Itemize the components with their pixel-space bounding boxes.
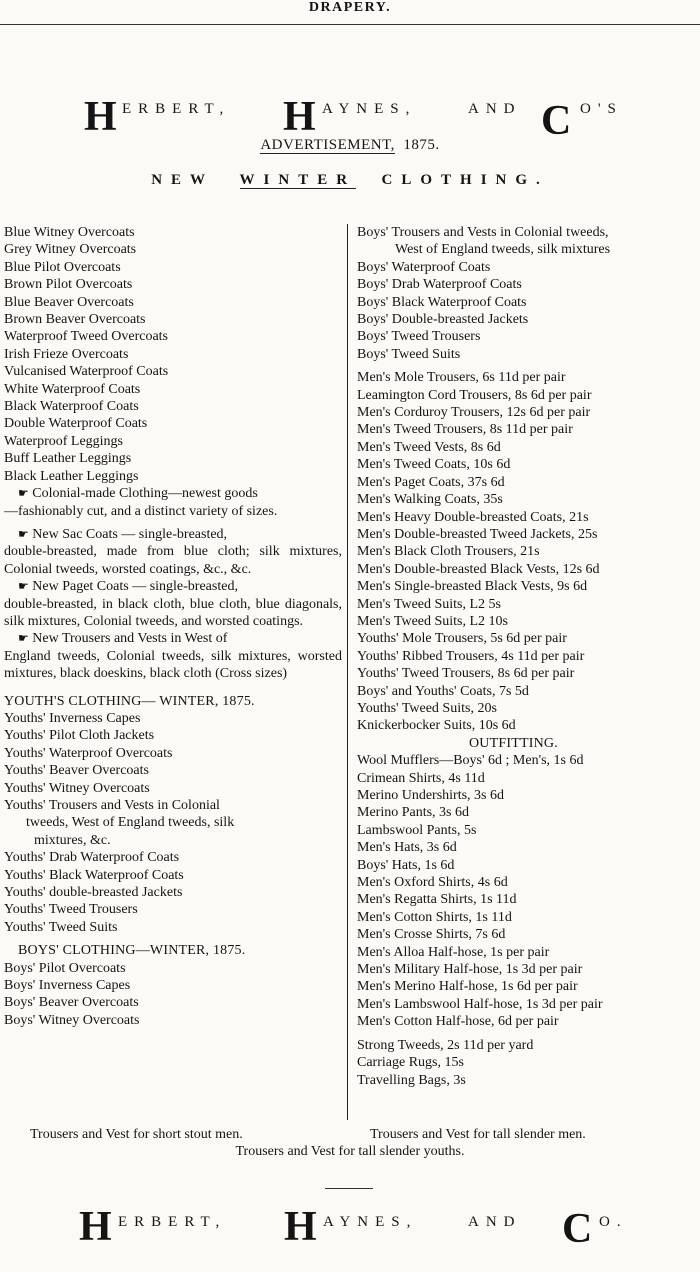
list-item: Boys' Pilot Overcoats (4, 960, 126, 976)
firm-initial-h: H (79, 1204, 112, 1250)
firm-word-haynes: AYNES, (322, 101, 417, 117)
advertisement-line (0, 137, 700, 154)
list-item: Knickerbocker Suits, 10s 6d (357, 718, 516, 734)
list-item: Crimean Shirts, 4s 11d (357, 770, 485, 786)
pointing-hand-icon: ☛ (18, 486, 29, 501)
section-title: DRAPERY. (308, 0, 392, 15)
boys-list (4, 960, 342, 1030)
column-divider (347, 224, 348, 1120)
list-item: Men's Military Half-hose, 1s 3d per pair (357, 962, 583, 978)
list-item: Blue Beaver Overcoats (4, 294, 134, 310)
list-item: Merino Undershirts, 3s 6d (357, 788, 504, 803)
list-item: Men's Double-breasted Black Vests, 12s 6d (357, 561, 600, 577)
list-item: Youths' Black Waterproof Coats (4, 867, 184, 883)
list-item: Waterproof Tweed Overcoats (4, 329, 169, 345)
list-item: Boys' Tweed Trousers (357, 329, 481, 345)
list-item: Men's Paget Coats, 37s 6d (357, 474, 505, 490)
notice-colonial-made (4, 485, 342, 520)
list-item: Youths' Trousers and Vests in Colonial (4, 798, 220, 813)
list-item-continued: tweeds, West of England tweeds, silk (26, 815, 235, 831)
list-item: Youths' Tweed Suits, 20s (357, 700, 497, 716)
list-item: Boys' Waterproof Coats (357, 259, 491, 275)
firm-initial-h2: H (284, 1204, 317, 1250)
list-item-continued: mixtures, &c. (34, 832, 111, 848)
firm-initial-c: C (562, 1206, 593, 1252)
list-item: Boys' Hats, 1s 6d (357, 857, 455, 873)
list-item: Youths' Ribbed Trousers, 4s 11d per pair (357, 648, 585, 664)
firm-word-herbert: ERBERT, (118, 1214, 227, 1230)
list-item: Youths' Waterproof Overcoats (4, 745, 173, 761)
notice-first-line: New Trousers and Vests in West of (32, 631, 228, 647)
overcoats-list (4, 224, 342, 485)
firm-word-cos: O'S (580, 101, 623, 117)
firm-word-co: O. (599, 1214, 628, 1230)
notice-body: double-breasted, made from blue cloth; silk mixtures, Colonial tweeds, worsted coatings, &c., &c. (4, 544, 342, 577)
list-item: Strong Tweeds, 2s 11d per yard (357, 1037, 534, 1053)
list-item: Travelling Bags, 3s (357, 1072, 466, 1088)
list-item: Boys' and Youths' Coats, 7s 5d (357, 683, 529, 699)
list-item: Men's Heavy Double-breasted Coats, 21s (357, 509, 589, 525)
subtitle-new: NEW (151, 172, 215, 188)
list-item: White Waterproof Coats (4, 381, 141, 397)
list-item: Grey Witney Overcoats (4, 242, 137, 258)
list-item: Black Waterproof Coats (4, 399, 139, 415)
notice-body: double-breasted, in black cloth, blue cloth, blue diagonals, silk mixtures, Colonial tweeds, and worsted coatings. (4, 596, 342, 629)
list-item: Double Waterproof Coats (4, 416, 148, 432)
list-item: Youths' Tweed Trousers (4, 902, 138, 918)
list-item: Blue Pilot Overcoats (4, 259, 121, 275)
list-item: Buff Leather Leggings (4, 451, 132, 467)
list-item: Youths' double-breasted Jackets (4, 885, 183, 901)
list-item: Youths' Beaver Overcoats (4, 763, 149, 779)
firm-name-bottom (0, 1206, 700, 1254)
list-item: Carriage Rugs, 15s (357, 1055, 464, 1071)
short-rule (325, 1188, 373, 1189)
list-item: Men's Black Cloth Trousers, 21s (357, 544, 540, 560)
list-item: Lambswool Pants, 5s (357, 822, 477, 838)
list-item: Men's Corduroy Trousers, 12s 6d per pair (357, 405, 591, 421)
list-item: Youths' Mole Trousers, 5s 6d per pair (357, 631, 567, 647)
list-item: Men's Tweed Vests, 8s 6d (357, 439, 501, 455)
list-item: Men's Walking Coats, 35s (357, 492, 503, 508)
notice-paget-coats (4, 578, 342, 630)
footer-note-tall-slender-youths: Trousers and Vest for tall slender youths. (235, 1144, 465, 1159)
boys-heading: BOYS' CLOTHING—WINTER, 1875. (18, 943, 246, 959)
notice-first-line: Colonial-made Clothing—newest goods (32, 486, 258, 502)
firm-word-and: AND (468, 1214, 522, 1230)
notice-sac-coats (4, 526, 342, 578)
footer-line-1 (30, 1126, 586, 1143)
list-item: Waterproof Leggings (4, 433, 123, 449)
list-item: Brown Pilot Overcoats (4, 277, 133, 293)
list-item: Boys' Beaver Overcoats (4, 995, 139, 1011)
list-item: Men's Alloa Half-hose, 1s per pair (357, 944, 550, 960)
list-item: Men's Hats, 3s 6d (357, 840, 457, 856)
list-item-continued: West of England tweeds, silk mixtures (395, 242, 611, 258)
list-item: Men's Tweed Suits, L2 5s (357, 596, 502, 612)
right-column (357, 224, 698, 1089)
list-item: Men's Tweed Coats, 10s 6d (357, 457, 511, 473)
list-item: Boys' Tweed Suits (357, 346, 461, 362)
list-item: Youths' Tweed Trousers, 8s 6d per pair (357, 666, 575, 682)
list-item: Boys' Double-breasted Jackets (357, 312, 529, 328)
outfitting-list (357, 752, 698, 1031)
mens-list (357, 369, 698, 735)
subtitle (0, 172, 700, 189)
left-column (4, 224, 342, 1029)
boys-list-right (357, 259, 698, 363)
list-item: Youths' Pilot Cloth Jackets (4, 728, 155, 744)
firm-initial-h: H (84, 94, 117, 140)
list-item: Boys' Drab Waterproof Coats (357, 277, 522, 293)
list-item: Irish Frieze Overcoats (4, 346, 129, 362)
list-item: Boys' Inverness Capes (4, 978, 131, 994)
subtitle-winter: WINTER (239, 172, 357, 188)
youths-list (4, 710, 342, 936)
notice-first-line: New Paget Coats — single-breasted, (32, 579, 238, 595)
advertisement-label: ADVERTISEMENT, (260, 137, 395, 153)
list-item: Men's Tweed Suits, L2 10s (357, 613, 509, 629)
notice-body: —fashionably cut, and a distinct variety of sizes. (4, 503, 278, 519)
list-item: Men's Cotton Shirts, 1s 11d (357, 909, 512, 925)
list-item: Vulcanised Waterproof Coats (4, 364, 169, 380)
list-item: Black Leather Leggings (4, 468, 139, 484)
advertisement-year: 1875. (403, 137, 440, 153)
list-item: Brown Beaver Overcoats (4, 312, 146, 328)
pointing-hand-icon: ☛ (18, 579, 29, 594)
footer-note-short-stout: Trousers and Vest for short stout men. (30, 1127, 243, 1142)
firm-word-and: AND (468, 101, 522, 117)
list-item: Youths' Drab Waterproof Coats (4, 850, 180, 866)
list-item: Merino Pants, 3s 6d (357, 805, 469, 821)
notice-first-line: New Sac Coats — single-breasted, (32, 526, 228, 542)
misc-list (357, 1037, 698, 1089)
list-item: Men's Tweed Trousers, 8s 11d per pair (357, 422, 573, 438)
outfitting-heading: OUTFITTING. (469, 735, 558, 751)
firm-word-herbert: ERBERT, (122, 101, 231, 117)
list-item: Men's Single-breasted Black Vests, 9s 6d (357, 579, 588, 595)
list-item: Men's Double-breasted Tweed Jackets, 25s (357, 526, 598, 542)
list-item: Men's Cotton Half-hose, 6d per pair (357, 1014, 559, 1030)
notice-body: England tweeds, Colonial tweeds, silk mixtures, worsted mixtures, black doeskins, black cloth (Cross sizes) (4, 648, 342, 682)
list-item: Men's Crosse Shirts, 7s 6d (357, 927, 506, 943)
subtitle-clothing: CLOTHING. (381, 172, 549, 188)
list-item: Men's Lambswool Half-hose, 1s 3d per pair (357, 996, 603, 1012)
list-item: Blue Witney Overcoats (4, 225, 135, 240)
list-item: Men's Merino Half-hose, 1s 6d per pair (357, 979, 578, 995)
list-item: Boys' Witney Overcoats (4, 1012, 140, 1028)
list-item: Youths' Tweed Suits (4, 919, 118, 935)
list-item: Boys' Trousers and Vests in Colonial tweeds, (357, 225, 609, 240)
list-item: Boys' Black Waterproof Coats (357, 294, 527, 310)
list-item: Men's Mole Trousers, 6s 11d per pair (357, 370, 566, 386)
list-item: Youths' Inverness Capes (4, 710, 141, 726)
pointing-hand-icon: ☛ (18, 631, 29, 646)
top-rule (0, 24, 700, 25)
footer-note-tall-slender-men: Trousers and Vest for tall slender men. (370, 1127, 586, 1142)
list-item: Wool Mufflers—Boys' 6d ; Men's, 1s 6d (357, 753, 584, 769)
firm-word-haynes: AYNES, (323, 1214, 418, 1230)
list-item: Leamington Cord Trousers, 8s 6d per pair (357, 387, 592, 403)
list-item: Men's Oxford Shirts, 4s 6d (357, 875, 508, 891)
notice-trousers-vests (4, 630, 342, 682)
pointing-hand-icon: ☛ (18, 526, 29, 541)
youths-heading: YOUTH'S CLOTHING— WINTER, 1875. (4, 693, 255, 709)
list-item: Youths' Witney Overcoats (4, 780, 150, 796)
firm-initial-c: C (541, 98, 572, 144)
firm-initial-h2: H (283, 94, 316, 140)
list-item: Men's Regatta Shirts, 1s 11d (357, 892, 517, 908)
